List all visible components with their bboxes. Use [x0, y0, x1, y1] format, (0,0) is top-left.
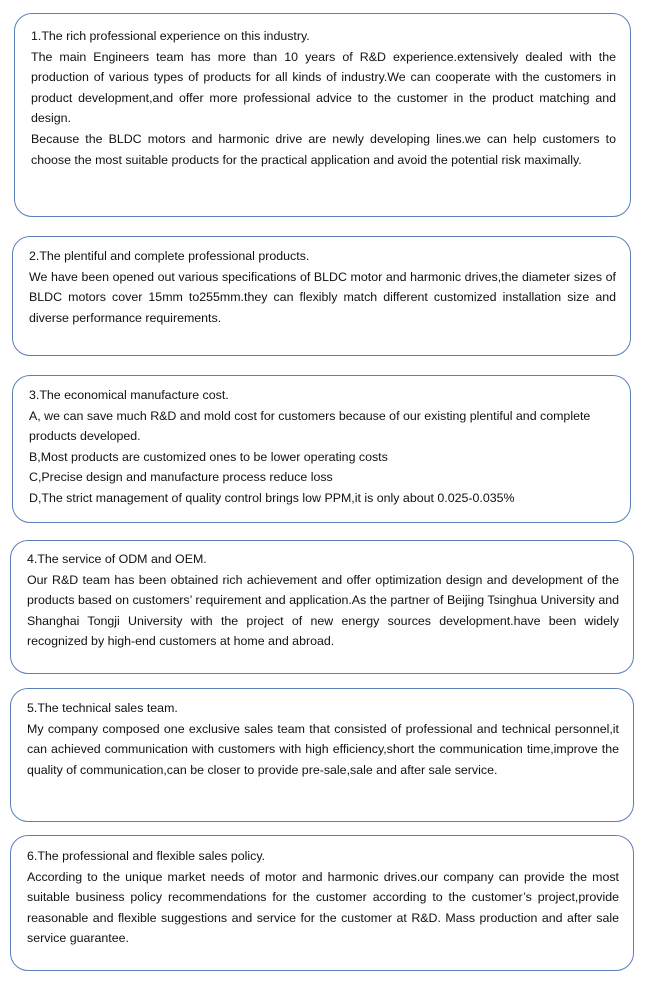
section-list-item: A, we can save much R&D and mold cost for customers because of our existing plentiful and complete products developed. — [29, 408, 591, 444]
section-paragraph: According to the unique market needs of motor and harmonic drives.our company can provide the most suitable business policy recommendations for the customer according to the customer’s project,provide reasonable and flexible suggestions and service for the customer at R&D. Mass production and after sale service guarantee. — [27, 869, 619, 946]
section-heading: 5.The technical sales team. — [27, 701, 178, 715]
section-complete-products — [12, 236, 631, 356]
section-paragraph: Because the BLDC motors and harmonic drive are newly developing lines.we can help customers to choose the most suitable products for the practical application and avoid the potential risk maximally. — [31, 131, 616, 167]
section-heading: 1.The rich professional experience on this industry. — [31, 29, 310, 43]
section-heading: 3.The economical manufacture cost. — [29, 388, 229, 402]
section-rich-experience — [14, 13, 631, 217]
section-paragraph: Our R&D team has been obtained rich achievement and offer optimization design and development of the products based on customers’ requirement and application.As the partner of Beijing Tsinghua University and Shanghai Tongji University with the project of new energy sources development.have been widely recognized by high-end customers at home and abroad. — [27, 572, 619, 649]
section-list-item: B,Most products are customized ones to be lower operating costs — [29, 449, 388, 464]
section-paragraph: We have been opened out various specifications of BLDC motor and harmonic drives,the diameter sizes of BLDC motors cover 15mm to255mm.they can flexibly match different customized installation size and diverse performance requirements. — [29, 269, 616, 325]
section-sales-team — [10, 688, 634, 822]
section-manufacture-cost — [12, 375, 631, 523]
section-heading: 6.The professional and flexible sales policy. — [27, 849, 266, 863]
section-heading: 4.The service of ODM and OEM. — [27, 552, 207, 566]
section-list-item: C,Precise design and manufacture process reduce loss — [29, 470, 333, 485]
section-sales-policy — [10, 835, 634, 971]
section-odm-oem — [10, 540, 634, 674]
section-list-item: D,The strict management of quality control brings low PPM,it is only about 0.025-0.035% — [29, 490, 515, 505]
section-paragraph: The main Engineers team has more than 10 years of R&D experience.extensively dealed with the production of various types of products for all kinds of industry.We can cooperate with the customers in product development,and offer more professional advice to the customer in the product matching and design. — [31, 49, 616, 126]
section-paragraph: My company composed one exclusive sales team that consisted of professional and technical personnel,it can achieved communication with customers with high efficiency,short the communication time,improve the quality of communication,can be closer to provide pre-sale,sale and after sale service. — [27, 721, 619, 777]
section-heading: 2.The plentiful and complete professional products. — [29, 249, 310, 263]
